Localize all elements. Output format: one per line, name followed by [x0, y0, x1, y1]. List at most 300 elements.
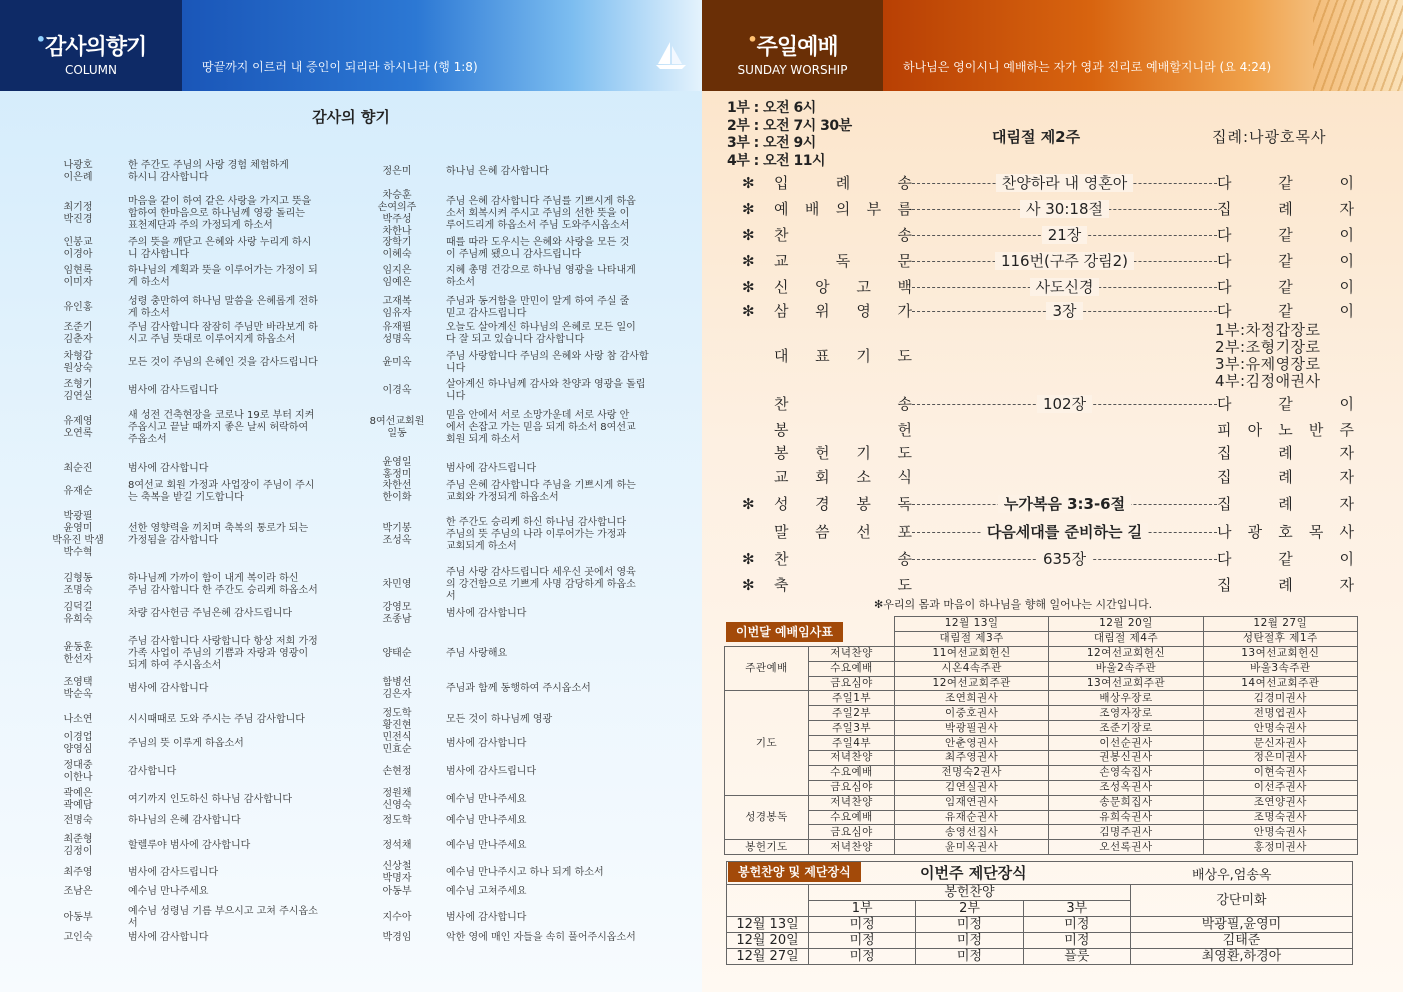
worship-item-name	[774, 346, 912, 366]
worship-item	[742, 443, 1354, 463]
worship-item	[742, 173, 1354, 193]
char: 다	[1217, 252, 1232, 270]
char: 배	[804, 200, 820, 218]
worship-item-name	[774, 301, 912, 321]
worship-item-leader	[1217, 522, 1354, 542]
prayer-leader: 2부:조형기장로	[1215, 338, 1321, 356]
duty-person: 이중호권사	[895, 706, 1049, 721]
worship-item-content: 116번(구주 강림2)	[995, 252, 1134, 270]
worship-item-content: 21장	[1042, 226, 1088, 244]
duty-service: 주일1부	[809, 691, 895, 706]
giver-name: 김덕길 유희숙	[63, 602, 93, 625]
wheat-decoration	[1313, 0, 1403, 91]
star-icon: ✻	[742, 495, 755, 513]
char: 다	[1217, 302, 1232, 320]
bong-col: 1부	[809, 901, 916, 917]
bong-deco: 박광필,윤영미	[1131, 917, 1353, 933]
duty-person: 권봉신권사	[1049, 751, 1203, 766]
worship-item	[742, 277, 1354, 297]
bong-date: 12월 20일	[727, 933, 809, 949]
duty-person: 오선록권사	[1049, 840, 1203, 855]
worship-item-content: 사 30:18절	[1020, 200, 1109, 218]
bong-part: 미정	[1023, 933, 1130, 949]
star-icon: ✻	[742, 174, 755, 192]
worship-header-sub: SUNDAY WORSHIP	[737, 63, 848, 77]
thanks-text: 예수님 만나주세요	[446, 840, 527, 851]
giver-name: 차한선 한이화	[382, 480, 412, 503]
char: 영	[856, 302, 871, 320]
char: 부	[866, 200, 882, 218]
giver-name: 이경옥	[382, 385, 412, 396]
thanks-text: 감사합니다	[128, 766, 177, 777]
worship-page	[702, 0, 1403, 992]
char: 집	[1217, 495, 1232, 513]
star-icon: ✻	[742, 278, 755, 296]
giver-name: 장학기 이혜숙	[382, 237, 412, 260]
thanks-text: 악한 영에 매인 자들을 속히 풀어주시옵소서	[446, 932, 636, 943]
duty-row	[725, 706, 1358, 721]
worship-header-verse: 하나님은 영이시니 예배하는 자가 영과 진리로 예배할지니라 (요 4:24)	[903, 60, 1272, 74]
duty-person: 송영선집사	[895, 825, 1049, 840]
sunday-title: 대림절 제2주	[992, 128, 1081, 146]
duty-group: 성경봉독	[725, 795, 809, 840]
duty-person: 홍정미권사	[1203, 840, 1357, 855]
duty-date: 12월 20일	[1049, 617, 1203, 632]
duty-group: 주관예배	[725, 646, 809, 691]
duty-person: 임재연권사	[895, 795, 1049, 810]
duty-person: 조명숙권사	[1203, 810, 1357, 825]
column-header-band	[182, 0, 702, 91]
giver-name: 조남은	[63, 886, 93, 897]
thanks-text: 주님 은혜 감사합니다 주님를 기쁘시게 하옵 소서 회복시켜 주시고 주님의 선한 뜻을 이 루어드리게 하옵소서 주님 도와주시옵소서	[446, 196, 636, 231]
char: 교	[774, 468, 789, 486]
worship-item-content: 찬양하라 내 영혼아	[996, 174, 1133, 192]
char: 집	[1217, 200, 1232, 218]
char: 봉	[774, 421, 789, 439]
bong-col: 2부	[916, 901, 1023, 917]
char: 삼	[774, 302, 789, 320]
char: 이	[1339, 550, 1354, 568]
thanks-text: 8여선교 회원 가정과 사업장이 주님이 주시 는 축복을 받길 기도합니다	[128, 480, 315, 503]
duty-row	[725, 795, 1358, 810]
bong-date: 12월 13일	[727, 917, 809, 933]
char: 집	[1217, 444, 1232, 462]
thanks-text: 예수님 만나주세요	[446, 794, 527, 805]
giver-name: 윤미옥	[382, 357, 412, 368]
worship-item	[742, 301, 1354, 321]
thanks-text: 한 주간도 주님의 사랑 경험 체험하게 하시니 감사합니다	[128, 160, 289, 183]
duty-service: 저녁찬양	[809, 840, 895, 855]
duty-person: 14여선교회주관	[1203, 676, 1357, 691]
giver-name: 지수아	[382, 912, 412, 923]
duty-service: 저녁찬양	[809, 795, 895, 810]
worship-item-content: 누가복음 3:3-6절	[998, 495, 1131, 513]
thanks-text: 범사에 감사합니다	[446, 608, 527, 619]
char: 교	[774, 252, 789, 270]
giver-name: 곽예은 곽예담	[63, 788, 93, 811]
worship-item-name	[774, 467, 912, 487]
char: 가	[897, 302, 912, 320]
thanks-text: 범사에 감사드립니다	[128, 867, 219, 878]
duty-group: 기도	[725, 691, 809, 795]
thanks-text: 하나님의 계획과 뜻을 이루어가는 가정이 되 게 하소서	[128, 265, 318, 288]
duty-person: 조영자장로	[1049, 706, 1203, 721]
char: 같	[1278, 226, 1293, 244]
worship-item-name	[774, 199, 912, 219]
worship-item-detail	[912, 225, 1217, 245]
duty-service: 저녁찬양	[809, 751, 895, 766]
thanks-text: 차량 감사헌금 주님은혜 감사드립니다	[128, 608, 293, 619]
duty-week: 대림절 제4주	[1049, 631, 1203, 646]
duty-person: 윤미옥권사	[895, 840, 1049, 855]
char: 다	[1217, 278, 1232, 296]
char: 집	[1217, 468, 1232, 486]
char: 봉	[774, 444, 789, 462]
prayer-leader: 3부:유제영장로	[1215, 355, 1321, 373]
worship-item-leader	[1217, 225, 1354, 245]
char: 도	[897, 444, 912, 462]
char: 주	[1339, 421, 1354, 439]
duty-row	[725, 825, 1358, 840]
giver-name: 정은미	[382, 166, 412, 177]
worship-item-leader	[1217, 251, 1354, 271]
duty-week: 대림절 제3주	[895, 631, 1049, 646]
thanks-text: 범사에 감사드립니다	[128, 385, 219, 396]
duty-person: 안명숙권사	[1203, 721, 1357, 736]
giver-name: 차민영	[382, 579, 412, 590]
worship-item-detail	[912, 199, 1217, 219]
giver-name: 전명숙	[63, 815, 93, 826]
char: 찬	[774, 395, 789, 413]
worship-item	[742, 394, 1354, 414]
char: 기	[856, 444, 871, 462]
duty-person: 이선주권사	[1203, 780, 1357, 795]
worship-note: ✻우리의 몸과 마음이 하나님을 향해 일어나는 시간입니다.	[874, 598, 1153, 611]
giver-name: 고재복 임유자	[382, 296, 412, 319]
bong-part: 미정	[916, 917, 1023, 933]
char: 입	[774, 174, 789, 192]
giver-name: 나소연	[63, 714, 93, 725]
worship-item-leader	[1217, 277, 1354, 297]
thanks-text: 새 성전 건축현장을 코로나 19로 부터 지켜 주옵시고 끝날 때까지 좋은 날씨 허락하여 주옵소서	[128, 410, 315, 445]
bong-label: 봉헌찬양 및 제단장식	[728, 862, 861, 882]
thanks-text: 모든 것이 주님의 은혜인 것을 감사드립니다	[128, 357, 318, 368]
worship-item-detail	[912, 522, 1217, 542]
giver-name: 나광호 이은례	[63, 160, 93, 183]
worship-item-name	[774, 277, 912, 297]
bong-head-row	[727, 885, 1353, 901]
prayer-leader: 4부:김정애권사	[1215, 372, 1321, 390]
blank-cell	[725, 631, 895, 646]
worship-item-leader	[1217, 575, 1354, 595]
giver-name: 윤동훈 한선자	[63, 642, 93, 665]
worship-item	[742, 467, 1354, 487]
thanks-text: 주의 뜻을 깨닫고 은혜와 사랑 누리게 하시 니 감사합니다	[128, 237, 312, 260]
duty-service: 금요심야	[809, 676, 895, 691]
worship-item-name	[774, 173, 912, 193]
thanks-text: 오늘도 살아계신 하나님의 은혜로 모든 일이 다 잘 되고 있습니다 감사합니다	[446, 322, 636, 345]
star-icon: ✻	[742, 302, 755, 320]
giver-name: 정원채 신영숙	[382, 788, 412, 811]
worship-item-detail	[912, 173, 1217, 193]
worship-item-leader	[1217, 494, 1354, 514]
bong-part: 플룻	[1023, 949, 1130, 965]
thanks-text: 여기까지 인도하신 하나님 감사합니다	[128, 794, 293, 805]
duty-service: 금요심야	[809, 825, 895, 840]
giver-name: 양태순	[382, 648, 412, 659]
worship-item-leader	[1217, 301, 1354, 321]
thanks-text: 범사에 감사합니다	[446, 738, 527, 749]
char: 말	[774, 523, 789, 541]
giver-name: 최순진	[63, 463, 93, 474]
bong-row	[727, 933, 1353, 949]
char: 자	[1339, 444, 1354, 462]
bong-row	[727, 917, 1353, 933]
thanks-text: 예수님 고쳐주세요	[446, 886, 527, 897]
duty-service: 수요예배	[809, 661, 895, 676]
giver-name: 정도학	[382, 815, 412, 826]
char: 문	[897, 252, 912, 270]
duty-row	[725, 840, 1358, 855]
thanks-text: 주님 감사합니다 잠잠히 주님만 바라보게 하 시고 주님 뜻대로 이루어지게 하옵소서	[128, 322, 318, 345]
char: 독	[897, 495, 912, 513]
thanks-text: 예수님 만나주세요	[128, 886, 209, 897]
thanks-text: 마음을 같이 하여 같은 사랑을 가지고 뜻을 합하여 한마음으로 하나님께 영광 돌리는 표천제단과 주의 가정되게 하소서	[128, 196, 312, 231]
duty-service: 주일2부	[809, 706, 895, 721]
worship-item-name	[774, 494, 912, 514]
duty-service: 수요예배	[809, 765, 895, 780]
char: 자	[1339, 495, 1354, 513]
char: 경	[815, 495, 830, 513]
duty-service: 주일4부	[809, 736, 895, 751]
char: 기	[856, 347, 871, 365]
thanks-text: 믿음 안에서 서로 소망가운데 서로 사랑 안 에서 손잡고 가는 믿음 되게 하소서 8여선교 회원 되게 하소서	[446, 410, 636, 445]
thanks-text: 선한 영향력을 끼치며 축복의 통로가 되는 가정됨을 감사합니다	[128, 523, 309, 546]
duty-person: 조성옥권사	[1049, 780, 1203, 795]
worship-header-band	[883, 0, 1403, 91]
bong-deco: 최영환,하경아	[1131, 949, 1353, 965]
worship-item-leader	[1217, 420, 1354, 440]
thanks-text: 주님 감사합니다 사랑합니다 항상 저희 가정 가족 사업이 주님의 기쁨과 자랑과 영광이 되게 하여 주시옵소서	[128, 636, 318, 671]
service-time: 1부 : 오전 6시	[727, 100, 816, 116]
prayer-leader: 1부:차정갑장로	[1215, 321, 1321, 339]
duty-person: 최주영권사	[895, 751, 1049, 766]
char: 같	[1278, 252, 1293, 270]
worship-item-detail	[912, 549, 1217, 569]
giver-name: 조준기 김춘자	[63, 322, 93, 345]
char: 이	[1339, 174, 1354, 192]
worship-item-name	[774, 394, 912, 414]
bong-part: 미정	[809, 917, 916, 933]
char: 호	[1278, 523, 1293, 541]
worship-item-name	[774, 225, 912, 245]
thanks-text: 하나님께 가까이 함이 내게 복이라 하신 주님 감사합니다 한 주간도 승리케 하옵소서	[128, 573, 318, 596]
thanks-text: 범사에 감사드립니다	[446, 766, 537, 777]
char: 찬	[774, 550, 789, 568]
giver-name: 임현록 이미자	[63, 265, 93, 288]
duty-label: 이번달 예배임사표	[726, 622, 843, 642]
giver-name: 인봉교 이경아	[63, 237, 93, 260]
thanks-text: 주님 은혜 감사합니다 주님을 기쁘시게 하는 교회와 가정되게 하옵소서	[446, 480, 636, 503]
giver-name: 유제영 오연록	[63, 416, 93, 439]
thanks-text: 범사에 감사합니다	[128, 683, 209, 694]
giver-name: 조영택 박순옥	[63, 677, 93, 700]
bong-part: 미정	[1023, 917, 1130, 933]
duty-date-row	[725, 617, 1358, 632]
duty-service: 금요심야	[809, 780, 895, 795]
char: 같	[1278, 174, 1293, 192]
char: 같	[1278, 302, 1293, 320]
char: 자	[1339, 200, 1354, 218]
giver-name: 이경업 양영심	[63, 732, 93, 755]
giver-name: 정석채	[382, 840, 412, 851]
duty-service: 주일3부	[809, 721, 895, 736]
bong-part: 미정	[916, 949, 1023, 965]
char: 송	[897, 550, 912, 568]
duty-group: 봉헌기도	[725, 840, 809, 855]
column-title: 감사의 향기	[312, 108, 390, 126]
giver-name: 강영모 조종남	[382, 602, 412, 625]
bong-table	[726, 884, 1353, 965]
bong-col: 3부	[1023, 901, 1130, 917]
bong-title: 이번주 제단장식	[920, 864, 1027, 882]
char: 앙	[815, 278, 830, 296]
thanks-text: 주님 사랑해요	[446, 648, 508, 659]
char: 도	[897, 347, 912, 365]
blank-cell	[725, 617, 895, 632]
star-icon: ✻	[742, 226, 755, 244]
service-time: 4부 : 오전 11시	[727, 152, 826, 169]
thanks-text: 주님과 함께 동행하여 주시옵소서	[446, 683, 591, 694]
column-header-box	[0, 0, 182, 91]
char: 례	[835, 174, 851, 192]
worship-item	[742, 522, 1354, 542]
worship-item	[742, 251, 1354, 271]
thanks-text: 예수님 만나주시고 하나 되게 하소서	[446, 867, 604, 878]
char: 목	[1308, 523, 1324, 541]
thanks-text: 범사에 감사합니다	[128, 932, 209, 943]
thanks-text: 범사에 감사합니다	[128, 463, 209, 474]
thanks-text: 주님 사랑합니다 주님의 은혜와 사랑 참 감사합 니다	[446, 351, 649, 374]
char: 름	[897, 200, 912, 218]
duty-service: 수요예배	[809, 810, 895, 825]
char: 다	[1217, 550, 1232, 568]
worship-item-name	[774, 420, 912, 440]
char: 포	[897, 523, 912, 541]
thanks-text: 주님 사랑 감사드립니다 세우신 곳에서 영육 의 강건함으로 기쁘게 사명 감당하게 하옵소 서	[446, 567, 636, 602]
giver-name: 정대중 이한나	[63, 760, 93, 783]
char: 헌	[897, 421, 912, 439]
bong-part: 미정	[916, 933, 1023, 949]
worship-item-leader	[1217, 467, 1354, 487]
char: 자	[1339, 576, 1354, 594]
giver-name: 8여선교회원 일동	[369, 416, 425, 439]
char: 피	[1217, 421, 1232, 439]
sailboat-icon	[652, 40, 690, 70]
duty-person: 12여선교회헌신	[1049, 646, 1203, 661]
worship-item-name	[774, 575, 912, 595]
bong-head: 봉헌찬양	[809, 885, 1131, 901]
char: 헌	[815, 444, 830, 462]
char: 같	[1278, 278, 1293, 296]
worship-header-title: •주일예배	[747, 30, 838, 60]
duty-person: 이현숙권사	[1203, 765, 1357, 780]
duty-person: 전명숙2권사	[895, 765, 1049, 780]
giver-name: 박기봉 조성옥	[382, 523, 412, 546]
blank-cell	[727, 885, 809, 917]
thanks-text: 주님의 뜻 이루게 하옵소서	[128, 738, 244, 749]
duty-person: 박광필권사	[895, 721, 1049, 736]
bong-deco-head: 강단미화	[1131, 885, 1353, 917]
char: 송	[897, 226, 912, 244]
thanks-text: 주님과 동거함을 만민이 알게 하여 주실 줄 믿고 감사드립니다	[446, 296, 630, 319]
char: 다	[1217, 395, 1232, 413]
star-icon: ✻	[742, 252, 755, 270]
char: 독	[835, 252, 851, 270]
duty-person: 조연희권사	[895, 691, 1049, 706]
char: 례	[1278, 468, 1293, 486]
worship-item-content: 다음세대를 준비하는 길	[981, 523, 1148, 541]
duty-person: 조준기장로	[1049, 721, 1203, 736]
star-icon: ✻	[742, 200, 755, 218]
giver-name: 함병선 김은자	[382, 677, 412, 700]
worship-item-leader	[1217, 443, 1354, 463]
char: 나	[1217, 523, 1232, 541]
service-time: 2부 : 오전 7시 30분	[727, 117, 852, 134]
giver-name: 민전식 민효순	[382, 732, 412, 755]
char: 노	[1278, 421, 1293, 439]
duty-person: 조연양권사	[1203, 795, 1357, 810]
char: 표	[815, 347, 830, 365]
duty-person: 배상우장로	[1049, 691, 1203, 706]
char: 송	[897, 174, 912, 192]
giver-name: 최준형 김정이	[63, 834, 93, 857]
giver-name: 차형갑 원상숙	[63, 351, 93, 374]
char: 례	[1278, 200, 1293, 218]
duty-table	[724, 616, 1358, 855]
duty-row	[725, 661, 1358, 676]
duty-week-row	[725, 631, 1358, 646]
char: 찬	[774, 226, 789, 244]
giver-name: 유재순	[63, 486, 93, 497]
char: 이	[1339, 302, 1354, 320]
char: 같	[1278, 550, 1293, 568]
duty-person: 바울2속주관	[1049, 661, 1203, 676]
char: 성	[774, 495, 789, 513]
column-header-title: •감사의향기	[35, 30, 147, 60]
char: 대	[774, 347, 789, 365]
char: 봉	[856, 495, 871, 513]
worship-item-detail	[912, 277, 1217, 297]
duty-person: 정은미권사	[1203, 751, 1357, 766]
worship-item-leader	[1217, 549, 1354, 569]
duty-person: 11여선교회헌신	[895, 646, 1049, 661]
duty-person: 13여선교회헌신	[1203, 646, 1357, 661]
thanks-text: 시시때때로 도와 주시는 주님 감사합니다	[128, 714, 305, 725]
giver-name: 아동부	[63, 912, 93, 923]
thanks-text: 하나님의 은혜 감사합니다	[128, 815, 241, 826]
char: 의	[835, 200, 851, 218]
bong-row	[727, 949, 1353, 965]
char: 례	[1278, 576, 1293, 594]
worship-item-name	[774, 443, 912, 463]
char: 례	[1278, 495, 1293, 513]
worship-item	[742, 575, 1354, 595]
duty-row	[725, 810, 1358, 825]
thanks-text: 범사에 감사합니다	[446, 912, 527, 923]
char: 소	[856, 468, 871, 486]
column-header-verse: 땅끝까지 이르러 내 증인이 되리라 하시니라 (행 1:8)	[202, 60, 478, 74]
